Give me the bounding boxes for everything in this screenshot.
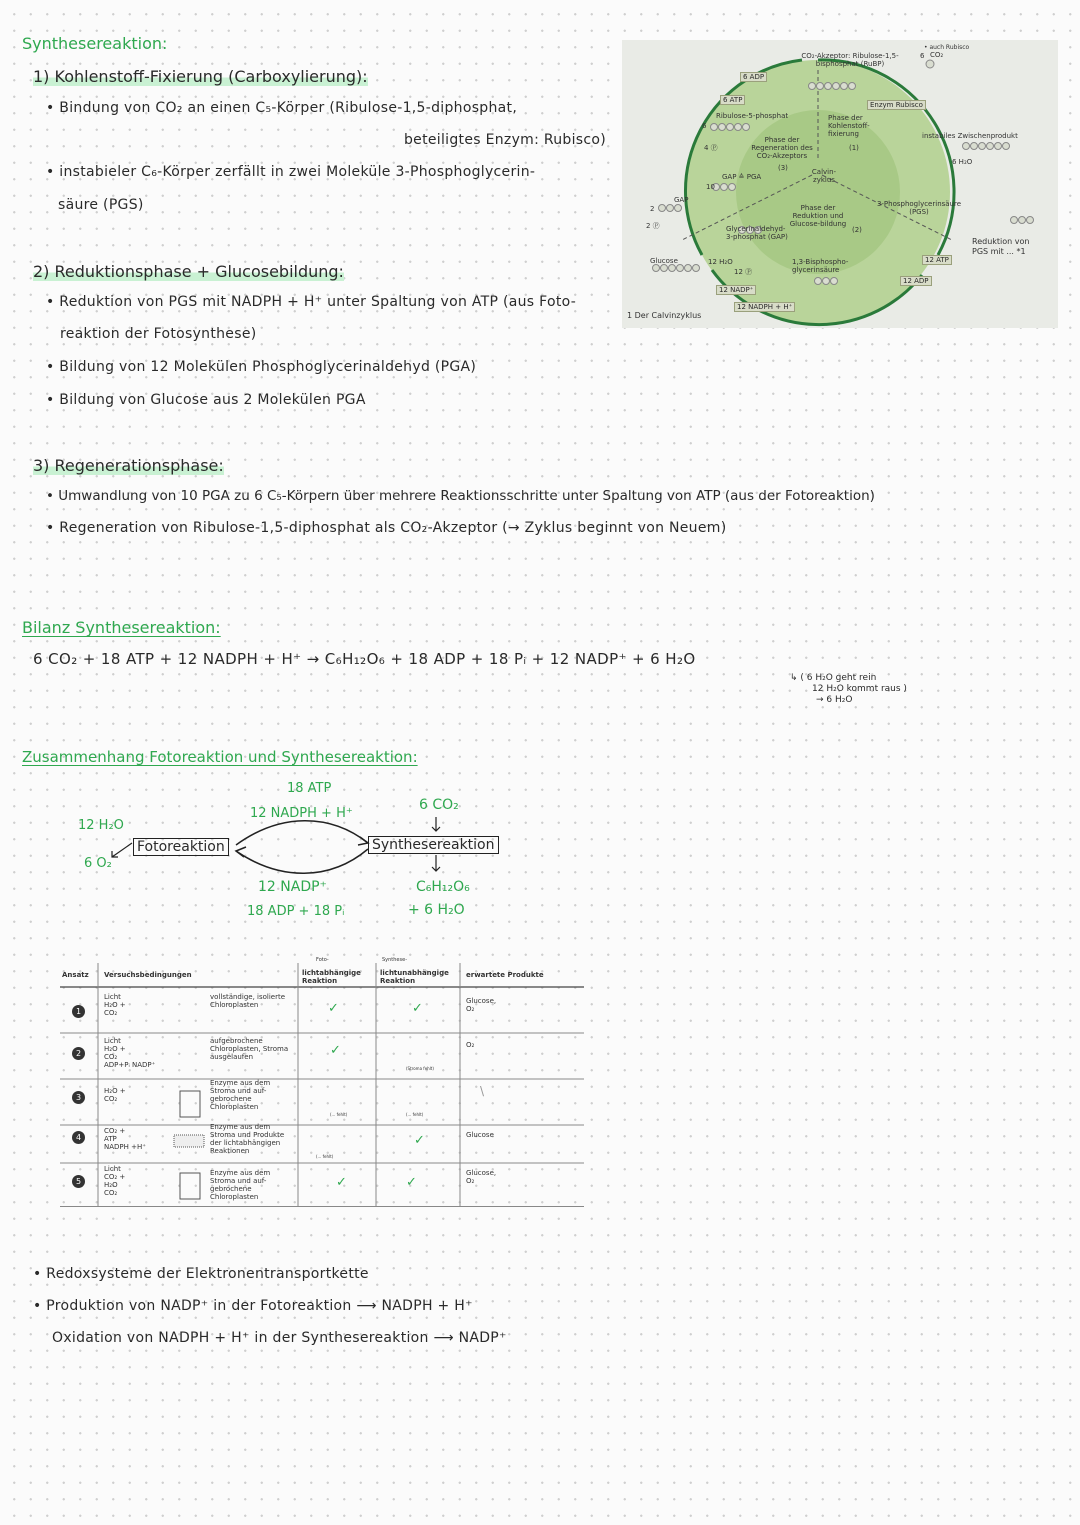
h2o12-label: 12 H₂O [708, 258, 733, 266]
fotoreaktion-box: Fotoreaktion [133, 838, 229, 856]
arrow-co2-down [432, 817, 440, 831]
row-5-products: Glucose, O₂ [466, 1169, 497, 1185]
conn-atp: 18 ATP [287, 781, 332, 796]
row-4-badge: 4 [72, 1131, 85, 1144]
table-grid [60, 963, 584, 1207]
redox-bullet-1: • Redoxsysteme der Elektronentransportkette [33, 1266, 369, 1282]
balance-heading: Bilanz Synthesereaktion: [22, 618, 221, 637]
adp12-tag: 12 ADP [900, 276, 932, 286]
row-4-products: Glucose [466, 1131, 494, 1139]
s1-bullet-1b: beteiligtes Enzym: Rubisco) [404, 132, 607, 148]
connection-heading: Zusammenhang Fotoreaktion und Synthesereaktion: [22, 748, 418, 766]
row-5-conditions: Licht CO₂ + H₂O CO₂ [104, 1165, 126, 1197]
rubisco-tag: Enzym Rubisco [867, 100, 926, 110]
row-2-conditions: Licht H₂O + CO₂ ADP+Pᵢ NADP⁺ [104, 1037, 156, 1069]
atp12-tag: 12 ATP [922, 255, 952, 265]
phase-num-2: (2) [852, 226, 862, 234]
row-5-badge: 5 [72, 1175, 85, 1188]
row-3-dark: (... fehlt) [406, 1112, 424, 1117]
row-1-conditions: Licht H₂O + CO₂ [104, 993, 126, 1017]
conn-glucose: C₆H₁₂O₆ [416, 879, 470, 895]
arrow-bottom [236, 849, 368, 873]
row-3-description: Enzyme aus dem Stroma und auf-gebrochene Chloroplasten [210, 1079, 271, 1111]
experiment-table [60, 957, 584, 1207]
atp6-tag: 6 ATP [720, 95, 745, 105]
row-4-description: Enzyme aus dem Stroma und Produkte der lichtabhängigen Reaktionen [210, 1123, 285, 1155]
conn-water: + 6 H₂O [408, 902, 465, 918]
s3-bullet-1: • Umwandlung von 10 PGA zu 6 C₅-Körpern über mehrere Reaktionsschritte unter Spaltung von ATP (aus der Fotoreaktion) [46, 488, 875, 504]
arrow-glucose-down [432, 855, 440, 871]
co2-label: CO₂ [930, 51, 944, 59]
header-conditions: Versuchsbedingungen [104, 971, 192, 979]
arrowhead-bottom [236, 847, 246, 857]
conn-h2o: 12 H₂O [78, 818, 124, 833]
row-1-products: Glucose, O₂ [466, 997, 497, 1013]
arrow-o2 [112, 843, 132, 857]
header-light: lichtabhängige Reaktion [302, 969, 361, 985]
phase-num-3: (3) [778, 164, 788, 172]
co2-count: 6 [920, 52, 925, 60]
row-1-dark: ✓ [412, 1001, 423, 1016]
count-6-label: 6 [702, 122, 707, 130]
row-2-description: aufgebrochene Chloroplasten, Stroma ausgelaufen [210, 1037, 289, 1061]
row-4-light: (... fehlt) [316, 1154, 334, 1159]
row-1-badge: 1 [72, 1005, 85, 1018]
row-2-dark: (Stroma fehlt) [406, 1066, 434, 1071]
count-10-label: 10 [706, 183, 715, 191]
redox-bullet-2: • Produktion von NADP⁺ in der Fotoreaktion ⟶ NADPH + H⁺ [33, 1298, 473, 1314]
balance-equation: 6 CO₂ + 18 ATP + 12 NADPH + H⁺ → C₆H₁₂O₆ + 18 ADP + 18 Pᵢ + 12 NADP⁺ + 6 H₂O [33, 650, 696, 668]
glucose-label: Glucose [650, 257, 678, 265]
section-1-heading: 1) Kohlenstoff-Fixierung (Carboxylierung): [33, 67, 368, 86]
pencil-note-right: Reduktion von PGS mit ... *1 [972, 237, 1030, 256]
row-5-dark: ✓ [406, 1175, 417, 1190]
row-5-light: ✓ [336, 1175, 347, 1190]
conn-co2: 6 CO₂ [419, 797, 459, 813]
redox-bullet-3: Oxidation von NADPH + H⁺ in der Synthesereaktion ⟶ NADP⁺ [52, 1330, 507, 1346]
phase-num-1: (1) [849, 144, 859, 152]
row-5-description: Enzyme aus dem Stroma und auf-gebrochene Chloroplasten [210, 1169, 271, 1201]
section-3-heading: 3) Regenerationsphase: [33, 456, 224, 475]
pencil-note-top: • auch Rubisco [924, 44, 970, 51]
row-1-description: vollständige, isolierte Chloroplasten [210, 993, 286, 1009]
s1-bullet-1a: • Bindung von CO₂ an einen C₅-Körper (Ribulose-1,5-diphosphat, [46, 100, 518, 116]
s1-bullet-2b: säure (PGS) [58, 197, 144, 213]
ribulose5-label: Ribulose-5-phosphat [716, 112, 789, 120]
row-2-badge: 2 [72, 1047, 85, 1060]
count-2-label: 2 [650, 205, 655, 213]
calvin-cycle-figure [622, 40, 1058, 328]
conn-o2: 6 O₂ [84, 856, 112, 871]
header-note-synth: Synthese- [382, 957, 407, 963]
synthesereaktion-box: Synthesereaktion [368, 836, 499, 854]
p12-label: 12 Ⓟ [734, 268, 753, 276]
balance-note-3: → 6 H₂O [816, 695, 853, 705]
s2-bullet-1a: • Reduktion von PGS mit NADPH + H⁺ unter Spaltung von ATP (aus Foto- [46, 294, 577, 310]
row-3-badge: 3 [72, 1091, 85, 1104]
balance-note-1: ↳ ( 6 H₂O geht rein [790, 673, 877, 683]
header-note-foto: Foto- [316, 957, 329, 963]
p2-label: 2 Ⓟ [646, 222, 660, 230]
row-3-conditions: H₂O + CO₂ [104, 1087, 126, 1103]
arrowhead-top [358, 837, 368, 845]
header-products: erwartete Produkte [466, 971, 544, 979]
header-dark: lichtunabhängige Reaktion [380, 969, 449, 985]
row-2-light: ✓ [330, 1043, 341, 1058]
gap-label: Glycerinaldehyd-3-phosphat (GAP) [726, 225, 788, 241]
row-4-dark: ✓ [414, 1133, 425, 1148]
p4-label: 4 Ⓟ [704, 144, 718, 152]
s3-bullet-2: • Regeneration von Ribulose-1,5-diphosphat als CO₂-Akzeptor (→ Zyklus beginnt von Neuem) [46, 520, 727, 536]
figure-caption: 1 Der Calvinzyklus [627, 311, 702, 320]
s1-bullet-2a: • instabieler C₆-Körper zerfällt in zwei Moleküle 3-Phosphoglycerin- [46, 164, 536, 180]
phase-fixation: Phase der Kohlenstoff-fixierung [828, 114, 870, 138]
gap-pga-label: GAP ≙ PGA [722, 173, 762, 181]
row-3-light: (... fehlt) [330, 1112, 348, 1117]
row-2-products: O₂ [466, 1041, 475, 1049]
phase-regeneration: Phase der Regeneration des CO₂-Akzeptors [751, 136, 813, 160]
calvin-label: Calvin-zyklus [811, 168, 837, 184]
page-title: Synthesereaktion: [22, 34, 168, 53]
header-ansatz: Ansatz [62, 971, 89, 979]
s2-bullet-1b: reaktion der Fotosynthese) [60, 326, 257, 342]
row-4-conditions: CO₂ + ATP NADPH +H⁺ [104, 1127, 146, 1151]
gap-small-label: GAP [674, 196, 689, 204]
pgs-label: 3-Phosphoglycerinsäure (PGS) [876, 200, 962, 216]
water-label: 6 H₂O [952, 158, 973, 166]
arrow-top [236, 821, 368, 845]
bisphospho-label: 1,3-Bisphospho-glycerinsäure [792, 258, 849, 274]
nadp12-tag: 12 NADP⁺ [716, 285, 756, 295]
balance-note-2: 12 H₂O kommt raus ) [812, 684, 907, 694]
conn-nadp: 12 NADP⁺ [258, 879, 327, 895]
row-1-light: ✓ [328, 1001, 339, 1016]
calvin-cycle-diagram [622, 40, 1058, 328]
s2-bullet-2: • Bildung von 12 Molekülen Phosphoglycerinaldehyd (PGA) [46, 359, 477, 375]
unstable-label: instabiles Zwischenprodukt [922, 132, 1018, 140]
phase-reduction: Phase der Reduktion und Glucose-bildung [789, 204, 847, 228]
section-2-heading: 2) Reduktionsphase + Glucosebildung: [33, 262, 344, 281]
nadph12-tag: 12 NADPH + H⁺ [734, 302, 795, 312]
adp6-tag: 6 ADP [740, 72, 767, 82]
conn-adp: 18 ADP + 18 Pᵢ [247, 904, 345, 919]
conn-nadph: 12 NADPH + H⁺ [250, 806, 353, 821]
acceptor-label: CO₂-Akzeptor: Ribulose-1,5-bisphosphat (RuBP) [801, 52, 899, 68]
s2-bullet-3: • Bildung von Glucose aus 2 Molekülen PGA [46, 392, 366, 408]
row-3-products: \ [480, 1084, 485, 1098]
